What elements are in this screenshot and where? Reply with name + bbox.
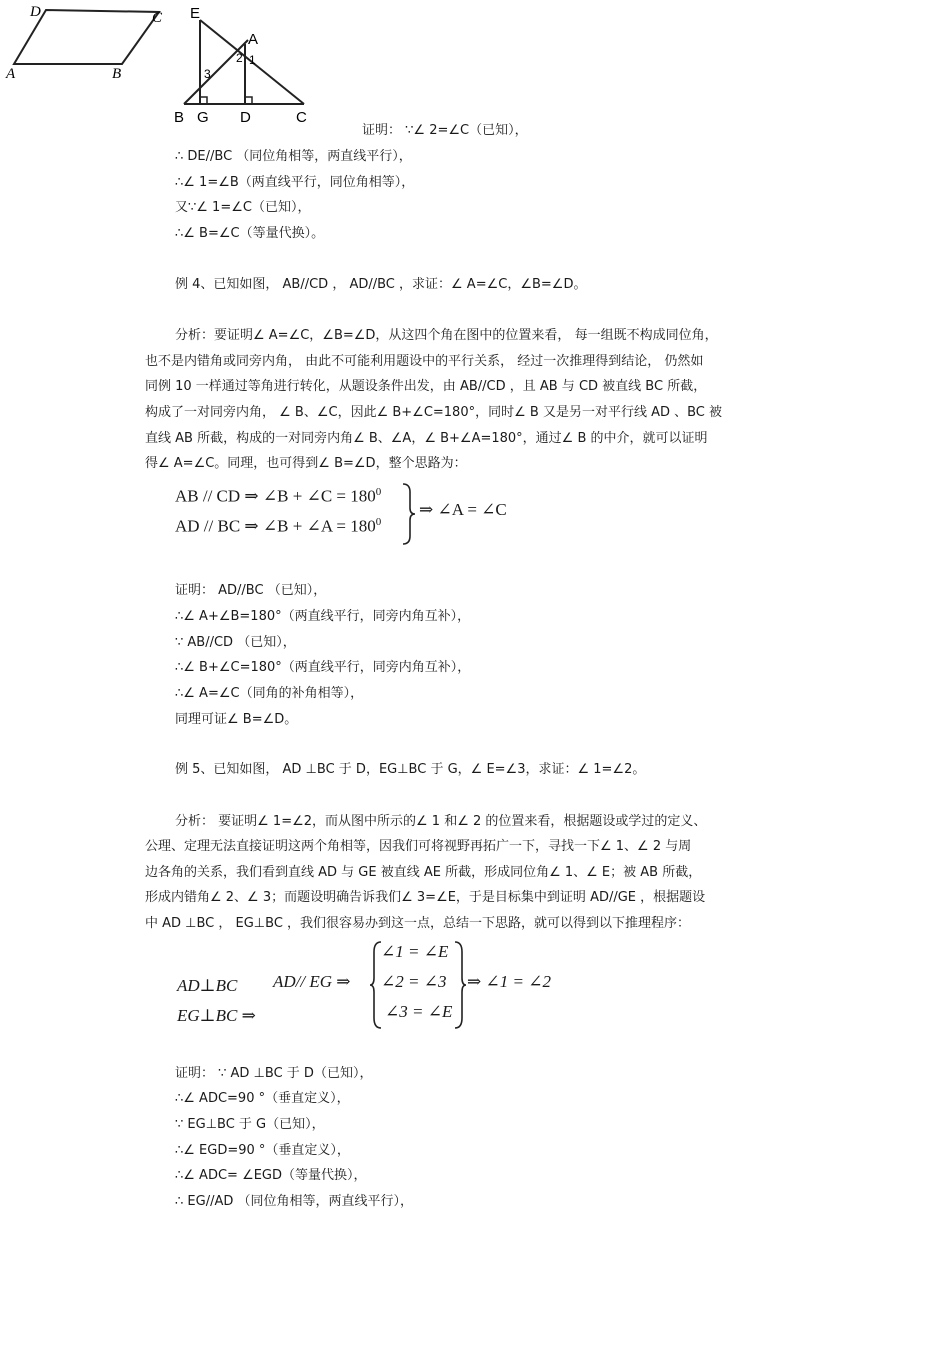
example5-analysis-5: 中 AD ⊥BC ， EG⊥BC ，我们很容易办到这一点，总结一下思路，就可以得到以下推理程序： — [145, 916, 691, 931]
label-c: C — [152, 10, 163, 26]
formula5-left2: EG⊥BC ⇒ — [177, 1006, 256, 1025]
label-a2: A — [248, 31, 259, 48]
formula5-right-brace — [453, 940, 467, 1030]
proof3-line-3: ∴∠ 1=∠B（两直线平行，同位角相等）， — [175, 175, 415, 190]
example4-proof-3: ∵ AB//CD （已知）， — [175, 635, 296, 650]
proof3-line-4: 又∵∠ 1=∠C（已知）， — [175, 200, 311, 215]
parallelogram-figure — [4, 2, 164, 84]
example5-analysis-2: 公理、定理无法直接证明这两个角相等，因我们可将视野再拓广一下，寻找一下∠ 1、∠ 2 与周 — [145, 839, 692, 854]
label-n2: 2 — [236, 51, 243, 65]
example5-analysis-3: 边各角的关系，我们看到直线 AD 与 GE 被直线 AE 所截，形成同位角∠ 1、∠ E；被 AB 所截， — [145, 865, 702, 880]
formula4-row1: AB // CD ⇒ ∠B + ∠C = 180 — [175, 486, 376, 506]
formula5-b1: ∠1 = ∠E — [381, 942, 449, 961]
formula5-result: ⇒ ∠1 = ∠2 — [467, 972, 551, 991]
label-e: E — [190, 5, 201, 22]
example4-proof-1: 证明： AD//BC （已知）， — [175, 583, 327, 598]
formula4-result: ⇒ ∠A = ∠C — [419, 500, 507, 519]
proof3-line-5: ∴∠ B=∠C（等量代换）。 — [175, 226, 325, 241]
example5-analysis-1: 分析： 要证明∠ 1=∠2，而从图中所示的∠ 1 和∠ 2 的位置来看，根据题设或学过的定义、 — [175, 814, 707, 829]
formula4-row1-sup: 0 — [375, 486, 382, 498]
label-b: B — [112, 66, 122, 82]
example5-proof-3: ∵ EG⊥BC 于 G（已知）， — [175, 1117, 325, 1132]
example5-proof-1: 证明： ∵ AD ⊥BC 于 D（已知）， — [175, 1066, 373, 1081]
example4-proof-6: 同理可证∠ B=∠D。 — [175, 712, 298, 727]
label-n1: 1 — [249, 53, 256, 67]
proof3-line-2: ∴ DE//BC （同位角相等，两直线平行）， — [175, 149, 412, 164]
example4-analysis-3: 同例 10 一样通过等角进行转化，从题设条件出发，由 AB//CD ，且 AB 与 CD 被直线 BC 所截， — [145, 379, 707, 394]
label-g: G — [197, 109, 209, 126]
example5-proof-2: ∴∠ ADC=90 °（垂直定义）， — [175, 1091, 350, 1106]
proof3-line-1: 证明： ∵∠ 2=∠C（已知）， — [362, 123, 528, 138]
label-c2: C — [296, 109, 307, 126]
example5-proof-5: ∴∠ ADC= ∠EGD（等量代换）， — [175, 1168, 367, 1183]
example4-analysis-6: 得∠ A=∠C。同理，也可得到∠ B=∠D，整个思路为： — [145, 456, 467, 471]
formula5-b3: ∠3 = ∠E — [385, 1002, 453, 1021]
example4-formula — [175, 482, 535, 548]
triangle-figure — [170, 2, 320, 128]
formula4-brace — [401, 482, 417, 546]
example5-proof-6: ∴ EG//AD （同位角相等，两直线平行）， — [175, 1194, 413, 1209]
example4-analysis-1: 分析：要证明∠ A=∠C，∠B=∠D，从这四个角在图中的位置来看， 每一组既不构成同位角， — [175, 328, 718, 343]
segment-ab — [184, 40, 248, 104]
formula5-b2: ∠2 = ∠3 — [381, 972, 447, 991]
right-angle-d — [245, 97, 252, 104]
formula5-mid: AD// EG ⇒ — [273, 972, 351, 991]
example4-analysis-2: 也不是内错角或同旁内角， 由此不可能利用题设中的平行关系， 经过一次推理得到结论， 仍然如 — [145, 354, 704, 369]
label-b2: B — [174, 109, 185, 126]
example5-proof-4: ∴∠ EGD=90 °（垂直定义）， — [175, 1143, 350, 1158]
label-d2: D — [240, 109, 251, 126]
example4-proof-5: ∴∠ A=∠C（同角的补角相等）， — [175, 686, 364, 701]
example4-proof-2: ∴∠ A+∠B=180°（两直线平行，同旁内角互补）， — [175, 609, 471, 624]
formula4-row2-sup: 0 — [375, 516, 382, 528]
example4-analysis-4: 构成了一对同旁内角， ∠ B、∠C，因此∠ B+∠C=180°，同时∠ B 又是另一对平行线 AD 、BC 被 — [145, 405, 723, 420]
label-a: A — [6, 66, 16, 82]
example5-formula — [175, 940, 575, 1032]
example4-proof-4: ∴∠ B+∠C=180°（两直线平行，同旁内角互补）， — [175, 660, 471, 675]
label-d: D — [30, 4, 41, 20]
example4-analysis-5: 直线 AB 所截，构成的一对同旁内角∠ B、∠A，∠ B+∠A=180°，通过∠ B 的中介，就可以证明 — [145, 431, 708, 446]
label-n3: 3 — [204, 67, 211, 81]
formula4-row2: AD // BC ⇒ ∠B + ∠A = 180 — [175, 516, 376, 536]
formula5-left1: AD⊥BC — [177, 976, 238, 995]
example5-title: 例 5、已知如图， AD ⊥BC 于 D，EG⊥BC 于 G，∠ E=∠3，求证：∠ 1=∠2。 — [175, 762, 646, 777]
right-angle-g — [200, 97, 207, 104]
example4-title: 例 4、已知如图， AB//CD ， AD//BC ，求证：∠ A=∠C，∠B=∠D。 — [175, 277, 587, 292]
example5-analysis-4: 形成内错角∠ 2、∠ 3；而题设明确告诉我们∠ 3=∠E，于是目标集中到证明 AD//GE ，根据题设 — [145, 890, 706, 905]
